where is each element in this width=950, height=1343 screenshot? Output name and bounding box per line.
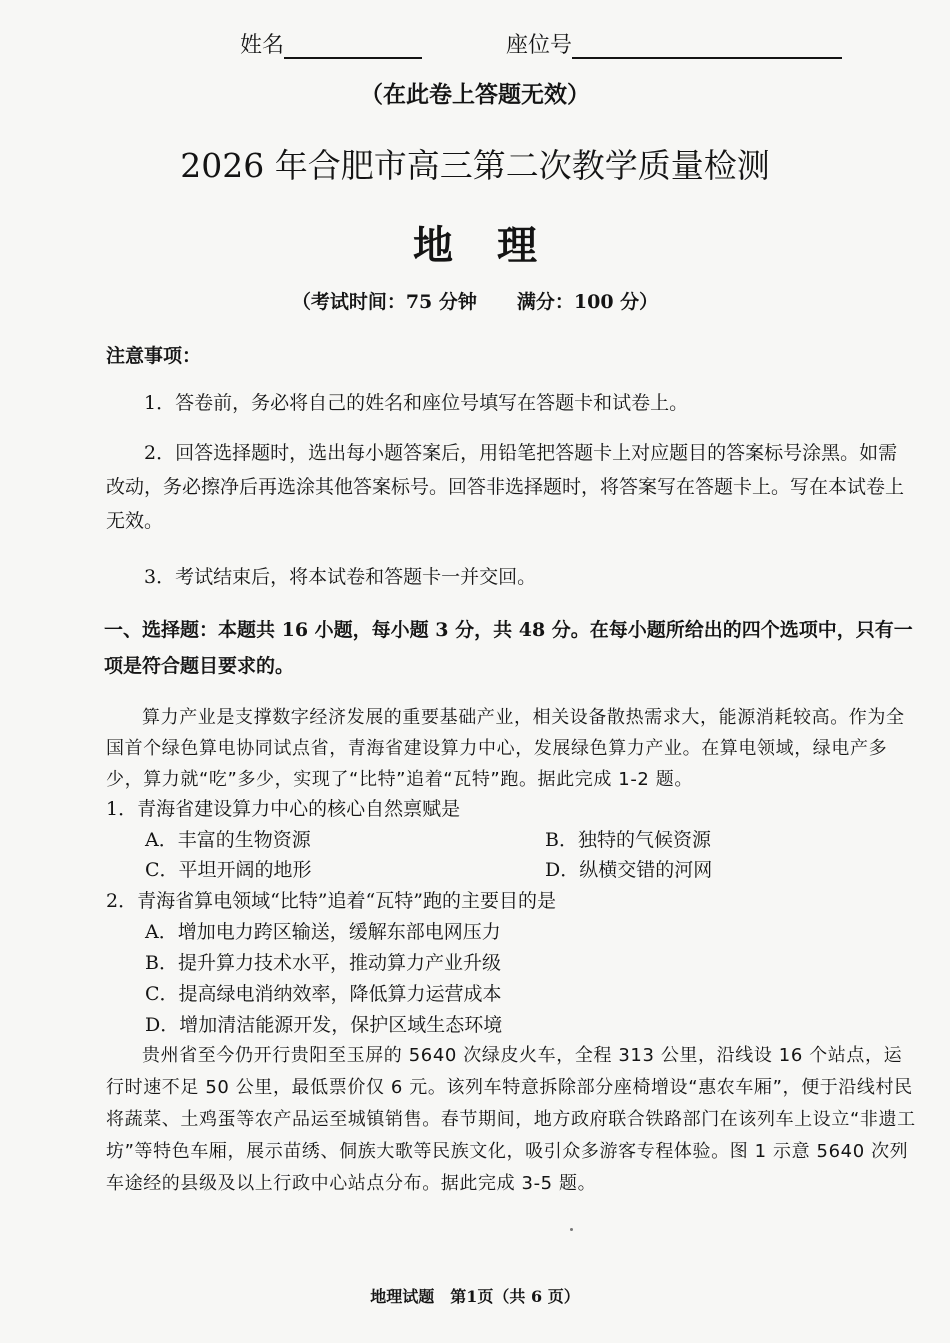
seat-blank — [572, 35, 842, 59]
notice-item-2: 2．回答选择题时，选出每小题答案后，用铅笔把答题卡上对应题目的答案标号涂黑。如需改动，务必擦净后再选涂其他答案标号。回答非选择题时，将答案写在答题卡上。写在本试卷上无效。 — [106, 442, 905, 532]
exam-info — [0, 287, 950, 314]
name-label: 姓名 — [240, 33, 285, 58]
notice-item-1: 1．答卷前，务必将自己的姓名和座位号填写在答题卡和试卷上。 — [144, 392, 689, 414]
scan-speck — [570, 1228, 573, 1231]
question-1-option-d: D．纵横交错的河网 — [545, 859, 713, 881]
question-2-option-d: D．增加清洁能源开发，保护区域生态环境 — [145, 1014, 503, 1036]
exam-subject: 地理 — [413, 222, 581, 269]
invalid-note: （在此卷上答题无效） — [360, 81, 590, 108]
exam-score: 满分：100 分） — [516, 291, 659, 313]
name-blank — [284, 35, 422, 59]
notice-title: 注意事项： — [106, 345, 202, 367]
question-1-option-a: A．丰富的生物资源 — [145, 829, 311, 851]
question-2-stem: 2．青海省算电领域“比特”追着“瓦特”跑的主要目的是 — [106, 890, 556, 912]
question-1-stem: 1．青海省建设算力中心的核心自然禀赋是 — [106, 798, 461, 820]
passage-1: 算力产业是支撑数字经济发展的重要基础产业，相关设备散热需求大，能源消耗较高。作为全国首个绿色算电协同试点省，青海省建设算力中心，发展绿色算力产业。在算电领域，绿电产多少，算力就“吃”多少，实现了“比特”追着“瓦特”跑。据此完成 1-2 题。 — [106, 707, 905, 790]
page-footer: 地理试题 第1页（共 6 页） — [370, 1287, 580, 1306]
notice-item-3: 3．考试结束后，将本试卷和答题卡一并交回。 — [144, 566, 537, 588]
section-heading: 一、选择题：本题共 16 小题，每小题 3 分，共 48 分。在每小题所给出的四个选项中，只有一项是符合题目要求的。 — [104, 619, 913, 677]
question-2-option-b: B．提升算力技术水平，推动算力产业升级 — [145, 952, 501, 974]
question-1-option-b: B．独特的气候资源 — [545, 829, 711, 851]
question-2-option-c: C．提高绿电消纳效率，降低算力运营成本 — [145, 983, 502, 1005]
seat-label: 座位号 — [506, 33, 573, 58]
question-1-option-c: C．平坦开阔的地形 — [145, 859, 312, 881]
exam-time: （考试时间：75 分钟 — [291, 291, 477, 313]
passage-2: 贵州省至今仍开行贵阳至玉屏的 5640 次绿皮火车，全程 313 公里，沿线设 16 个站点，运行时速不足 50 公里，最低票价仅 6 元。该列车特意拆除部分座椅增设“惠农车厢”，便于沿线村民将蔬菜、土鸡蛋等农产品运至城镇销售。春节期间，地方政府联合铁路部门在该列车上设立“非遗工坊”等特色车厢，展示苗绣、侗族大歌等民族文化，吸引众多游客专程体验。图 1 示意 5640 次列车途经的县级及以上行政中心站点分布。据此完成 3-5 题。 — [106, 1045, 916, 1194]
name-seat-line — [240, 28, 842, 59]
question-2-option-a: A．增加电力跨区输送，缓解东部电网压力 — [145, 921, 501, 943]
exam-title: 2026 年合肥市高三第二次教学质量检测 — [180, 146, 770, 185]
